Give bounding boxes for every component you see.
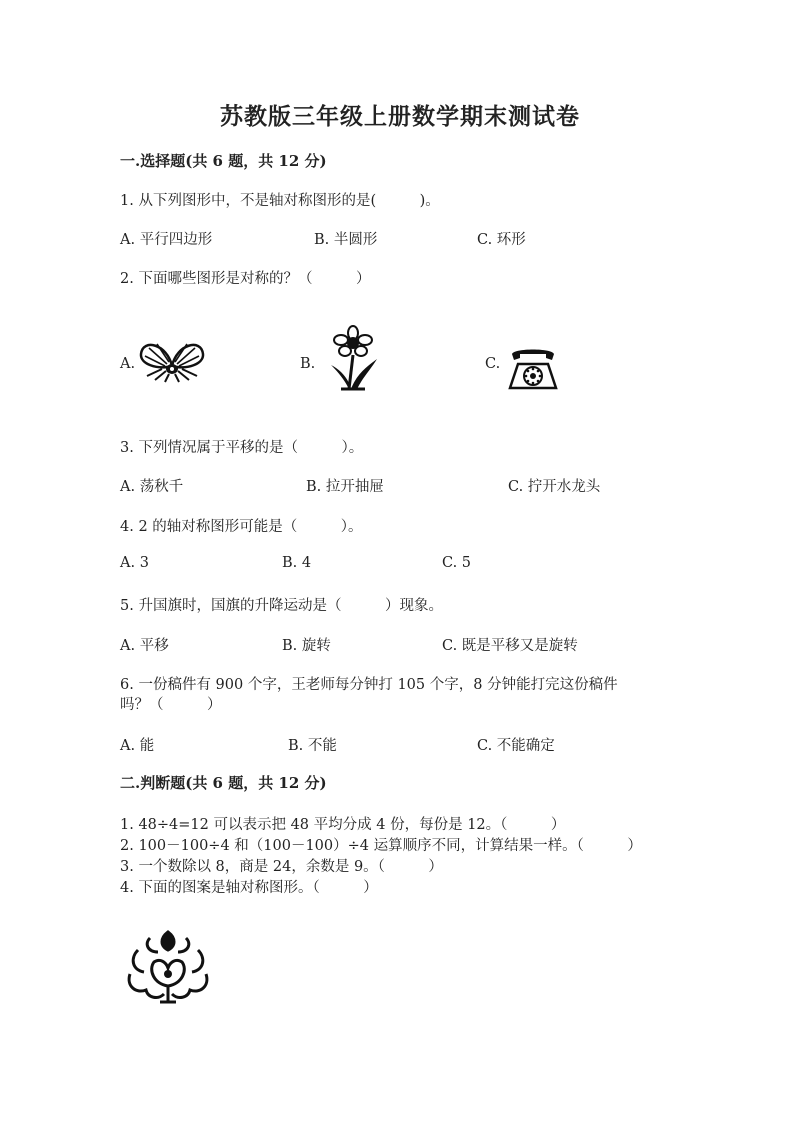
question-1-option-a: A. 平行四边形 [120, 232, 213, 248]
telephone-figure [506, 344, 560, 392]
question-6-option-c: C. 不能确定 [477, 738, 555, 754]
question-4-option-c: C. 5 [442, 555, 472, 571]
butterfly-figure [137, 336, 207, 384]
section-heading-judgment: 二.判断题(共 6 题，共 12 分) [120, 774, 327, 792]
question-5-option-c: C. 既是平移又是旋转 [442, 638, 578, 654]
judgment-item-3: 3. 一个数除以 8，商是 24，余数是 9。（ ） [120, 859, 443, 875]
question-6-stem-line2: 吗？（ ） [120, 697, 222, 713]
section-heading-choice: 一.选择题(共 6 题，共 12 分) [120, 152, 327, 170]
question-2-stem: 2. 下面哪些图形是对称的？（ ） [120, 271, 371, 287]
judgment-item-2: 2. 100－100÷4 和（100－100）÷4 运算顺序不同，计算结果一样。（ ） [120, 838, 642, 854]
judgment-item-1: 1. 48÷4=12 可以表示把 48 平均分成 4 份，每份是 12。（ ） [120, 817, 566, 833]
question-1-option-b: B. 半圆形 [314, 232, 378, 248]
question-2-option-b: B. [300, 356, 316, 372]
daffodil-figure [325, 325, 380, 391]
question-1-stem: 1. 从下列图形中，不是轴对称图形的是( )。 [120, 193, 440, 209]
question-5-option-b: B. 旋转 [282, 638, 331, 654]
question-5-stem: 5. 升国旗时，国旗的升降运动是（ ）现象。 [120, 598, 443, 614]
question-3-option-c: C. 拧开水龙头 [508, 479, 601, 495]
question-2-option-a: A. [120, 356, 136, 372]
question-4-option-a: A. 3 [120, 555, 149, 571]
judgment-item-4: 4. 下面的图案是轴对称图形。（ ） [120, 880, 378, 896]
flower-pattern-figure [124, 928, 212, 1006]
question-4-option-b: B. 4 [282, 555, 312, 571]
question-1-option-c: C. 环形 [477, 232, 526, 248]
question-5-option-a: A. 平移 [120, 638, 169, 654]
question-3-stem: 3. 下列情况属于平移的是（ ）。 [120, 440, 364, 456]
question-3-option-b: B. 拉开抽屉 [306, 479, 384, 495]
question-6-stem-line1: 6. 一份稿件有 900 个字，王老师每分钟打 105 个字，8 分钟能打完这份稿件 [120, 677, 618, 693]
question-4-stem: 4. 2 的轴对称图形可能是（ ）。 [120, 519, 363, 535]
question-2-option-c: C. [485, 356, 501, 372]
question-3-option-a: A. 荡秋千 [120, 479, 184, 495]
question-6-option-b: B. 不能 [288, 738, 337, 754]
page-title: 苏教版三年级上册数学期末测试卷 [220, 103, 580, 130]
question-6-option-a: A. 能 [120, 738, 155, 754]
